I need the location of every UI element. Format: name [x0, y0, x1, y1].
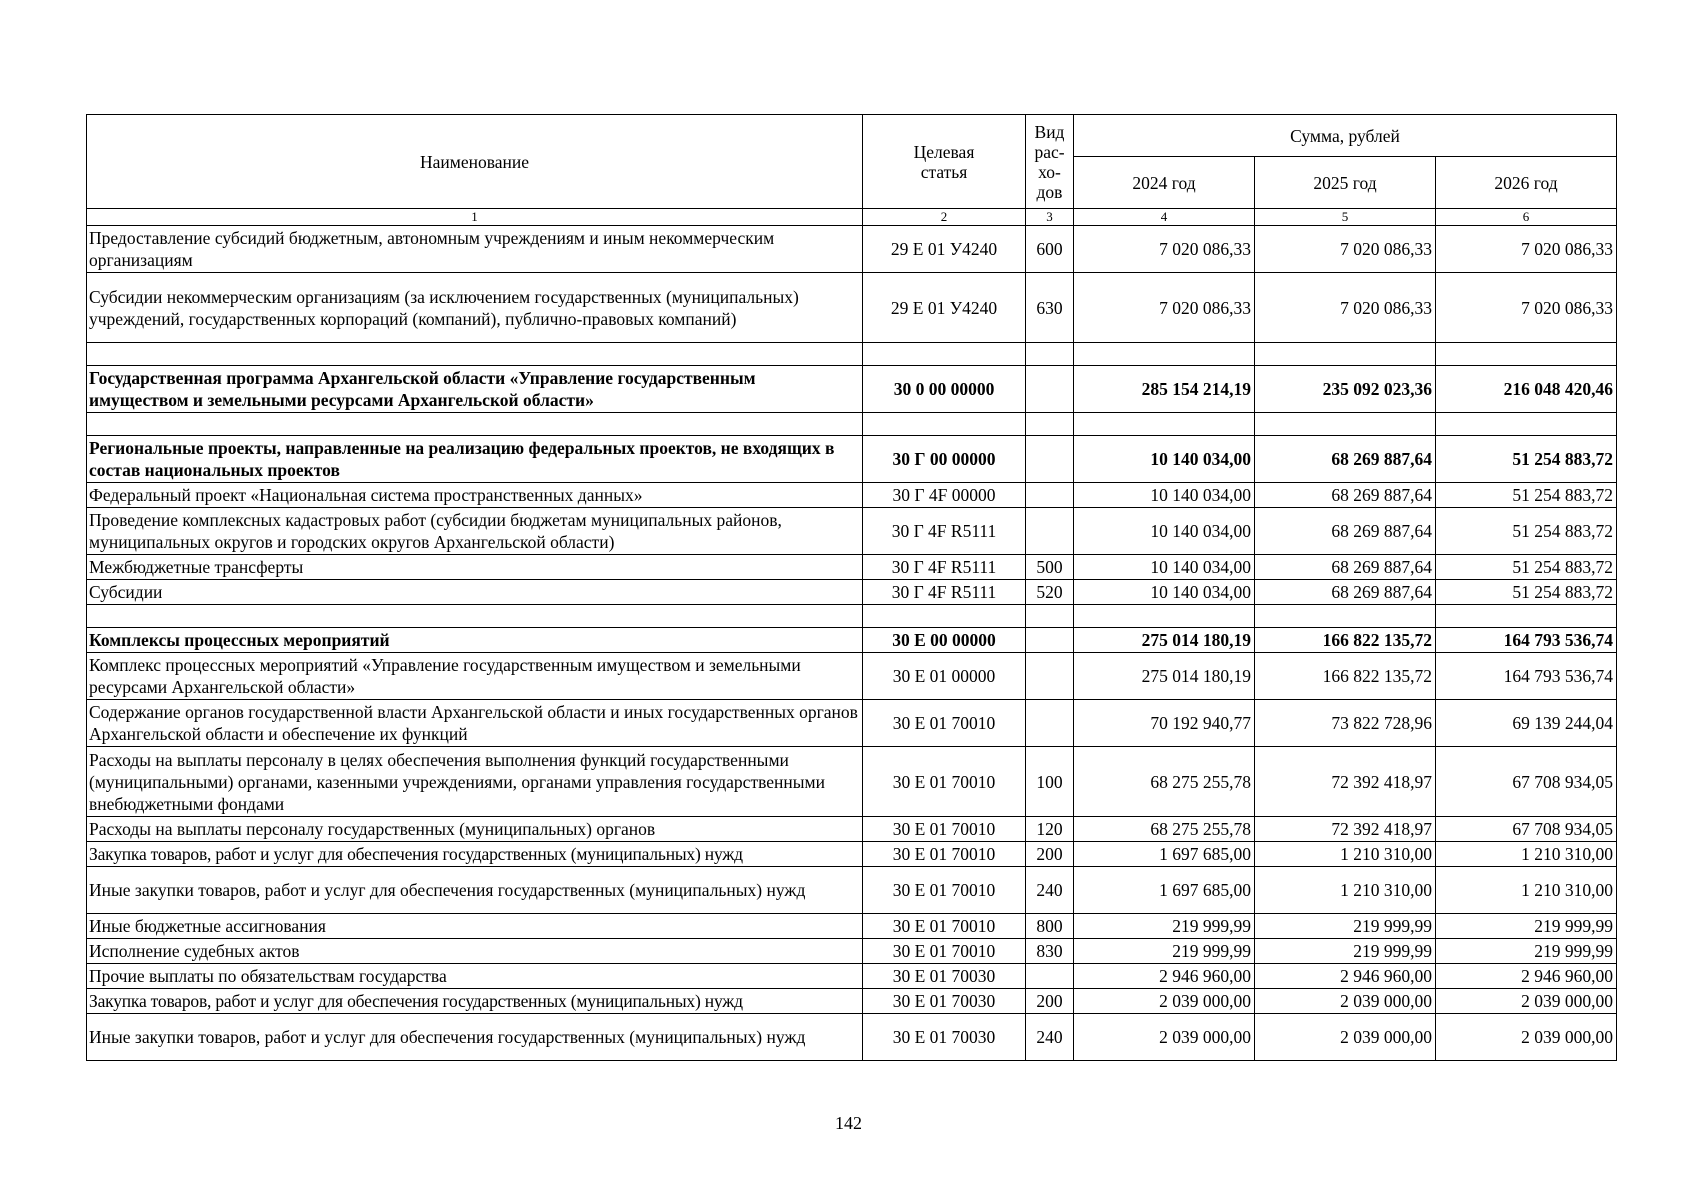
column-number: 5	[1255, 209, 1436, 226]
row-sum-2025: 73 822 728,96	[1255, 700, 1436, 747]
spacer-row	[87, 413, 1617, 436]
row-sum-2025: 1 210 310,00	[1255, 842, 1436, 867]
page-number: 142	[835, 1113, 862, 1133]
row-kind	[1026, 653, 1074, 700]
row-sum-2025: 68 269 887,64	[1255, 555, 1436, 580]
row-sum-2024: 219 999,99	[1074, 914, 1255, 939]
row-kind: 600	[1026, 226, 1074, 273]
column-number-row	[87, 209, 1617, 226]
table-row	[87, 700, 1617, 747]
row-sum-2024: 10 140 034,00	[1074, 483, 1255, 508]
column-number: 6	[1436, 209, 1617, 226]
row-sum-2024: 2 039 000,00	[1074, 989, 1255, 1014]
table-row	[87, 226, 1617, 273]
row-code: 30 Г 00 00000	[863, 436, 1026, 483]
row-name: Субсидии некоммерческим организациям (за исключением государственных (муниципальных) учреждений, государственных корпораций (компаний), публично-правовых компаний)	[87, 273, 863, 343]
table-row	[87, 817, 1617, 842]
table-row	[87, 555, 1617, 580]
row-code: 30 Г 4F R5111	[863, 580, 1026, 605]
spacer-row	[87, 605, 1617, 628]
row-code: 30 Е 01 70010	[863, 817, 1026, 842]
row-name: Расходы на выплаты персоналу государственных (муниципальных) органов	[87, 817, 863, 842]
row-sum-2026: 67 708 934,05	[1436, 747, 1617, 817]
row-name: Региональные проекты, направленные на реализацию федеральных проектов, не входящих в состав национальных проектов	[87, 436, 863, 483]
spacer-row	[87, 343, 1617, 366]
row-sum-2026: 7 020 086,33	[1436, 273, 1617, 343]
row-kind	[1026, 508, 1074, 555]
row-kind: 240	[1026, 1014, 1074, 1061]
table-row	[87, 580, 1617, 605]
column-number: 4	[1074, 209, 1255, 226]
row-sum-2025: 166 822 135,72	[1255, 653, 1436, 700]
row-name: Иные бюджетные ассигнования	[87, 914, 863, 939]
row-code: 30 Е 01 70030	[863, 989, 1026, 1014]
row-sum-2026: 51 254 883,72	[1436, 436, 1617, 483]
header-target: Целевая статья	[863, 115, 1026, 209]
row-name: Предоставление субсидий бюджетным, автономным учреждениям и иным некоммерческим организациям	[87, 226, 863, 273]
column-number: 3	[1026, 209, 1074, 226]
row-kind: 100	[1026, 747, 1074, 817]
row-sum-2024: 10 140 034,00	[1074, 436, 1255, 483]
row-sum-2024: 70 192 940,77	[1074, 700, 1255, 747]
row-kind: 200	[1026, 842, 1074, 867]
row-name: Комплексы процессных мероприятий	[87, 628, 863, 653]
row-sum-2025: 68 269 887,64	[1255, 508, 1436, 555]
row-kind	[1026, 964, 1074, 989]
row-code: 29 Е 01 У4240	[863, 226, 1026, 273]
header-kind: Вид рас-хо-дов	[1026, 115, 1074, 209]
row-sum-2025: 219 999,99	[1255, 914, 1436, 939]
table-body	[87, 226, 1617, 1061]
row-sum-2026: 164 793 536,74	[1436, 628, 1617, 653]
row-kind: 500	[1026, 555, 1074, 580]
row-sum-2025: 235 092 023,36	[1255, 366, 1436, 413]
row-sum-2024: 1 697 685,00	[1074, 867, 1255, 914]
row-sum-2026: 51 254 883,72	[1436, 483, 1617, 508]
row-name: Прочие выплаты по обязательствам государства	[87, 964, 863, 989]
row-sum-2024: 68 275 255,78	[1074, 747, 1255, 817]
header-sum: Сумма, рублей	[1074, 115, 1617, 157]
row-kind: 630	[1026, 273, 1074, 343]
row-name: Комплекс процессных мероприятий «Управление государственным имуществом и земельными ресурсами Архангельской области»	[87, 653, 863, 700]
table-header	[87, 115, 1617, 226]
row-sum-2026: 2 946 960,00	[1436, 964, 1617, 989]
column-number: 2	[863, 209, 1026, 226]
row-sum-2026: 51 254 883,72	[1436, 580, 1617, 605]
table-row	[87, 939, 1617, 964]
row-name: Исполнение судебных актов	[87, 939, 863, 964]
table-row	[87, 867, 1617, 914]
table-row	[87, 842, 1617, 867]
row-sum-2024: 7 020 086,33	[1074, 226, 1255, 273]
row-name: Проведение комплексных кадастровых работ (субсидии бюджетам муниципальных районов, муниципальных округов и городских округов Архангельской области)	[87, 508, 863, 555]
row-sum-2026: 51 254 883,72	[1436, 555, 1617, 580]
row-code: 29 Е 01 У4240	[863, 273, 1026, 343]
row-sum-2026: 2 039 000,00	[1436, 1014, 1617, 1061]
row-sum-2024: 10 140 034,00	[1074, 555, 1255, 580]
row-kind: 800	[1026, 914, 1074, 939]
row-sum-2025: 7 020 086,33	[1255, 273, 1436, 343]
row-name: Иные закупки товаров, работ и услуг для обеспечения государственных (муниципальных) нужд	[87, 1014, 863, 1061]
row-kind	[1026, 436, 1074, 483]
row-sum-2024: 10 140 034,00	[1074, 580, 1255, 605]
row-sum-2026: 219 999,99	[1436, 914, 1617, 939]
row-sum-2025: 68 269 887,64	[1255, 580, 1436, 605]
row-code: 30 Г 4F 00000	[863, 483, 1026, 508]
row-sum-2024: 285 154 214,19	[1074, 366, 1255, 413]
row-sum-2024: 2 039 000,00	[1074, 1014, 1255, 1061]
row-name: Расходы на выплаты персоналу в целях обеспечения выполнения функций государственными (муниципальными) органами, казенными учреждениями, органами управления государственными внебюджетными фондами	[87, 747, 863, 817]
row-sum-2025: 2 039 000,00	[1255, 1014, 1436, 1061]
row-sum-2025: 68 269 887,64	[1255, 483, 1436, 508]
row-name: Государственная программа Архангельской области «Управление государственным имуществом и земельными ресурсами Архангельской области»	[87, 366, 863, 413]
table-row	[87, 964, 1617, 989]
row-kind	[1026, 700, 1074, 747]
row-code: 30 Е 01 70010	[863, 700, 1026, 747]
table-row	[87, 747, 1617, 817]
table-row	[87, 436, 1617, 483]
header-name: Наименование	[87, 115, 863, 209]
row-sum-2025: 72 392 418,97	[1255, 817, 1436, 842]
row-sum-2026: 69 139 244,04	[1436, 700, 1617, 747]
row-code: 30 Е 01 00000	[863, 653, 1026, 700]
row-name: Содержание органов государственной власти Архангельской области и иных государственных органов Архангельской области и обеспечение их функций	[87, 700, 863, 747]
row-sum-2025: 1 210 310,00	[1255, 867, 1436, 914]
row-code: 30 Е 01 70010	[863, 842, 1026, 867]
row-sum-2024: 68 275 255,78	[1074, 817, 1255, 842]
row-kind	[1026, 366, 1074, 413]
table-row	[87, 628, 1617, 653]
row-sum-2026: 7 020 086,33	[1436, 226, 1617, 273]
row-name: Закупка товаров, работ и услуг для обеспечения государственных (муниципальных) нужд	[87, 989, 863, 1014]
row-kind	[1026, 628, 1074, 653]
row-code: 30 Г 4F R5111	[863, 555, 1026, 580]
row-sum-2025: 68 269 887,64	[1255, 436, 1436, 483]
table-row	[87, 989, 1617, 1014]
row-sum-2025: 7 020 086,33	[1255, 226, 1436, 273]
row-code: 30 Е 01 70010	[863, 867, 1026, 914]
table-row	[87, 1014, 1617, 1061]
row-code: 30 0 00 00000	[863, 366, 1026, 413]
row-sum-2025: 72 392 418,97	[1255, 747, 1436, 817]
table-row	[87, 366, 1617, 413]
row-kind: 520	[1026, 580, 1074, 605]
row-kind: 200	[1026, 989, 1074, 1014]
table-row	[87, 483, 1617, 508]
table-row	[87, 653, 1617, 700]
table-row	[87, 914, 1617, 939]
row-sum-2024: 2 946 960,00	[1074, 964, 1255, 989]
table-row	[87, 273, 1617, 343]
row-sum-2024: 219 999,99	[1074, 939, 1255, 964]
row-sum-2026: 51 254 883,72	[1436, 508, 1617, 555]
row-sum-2024: 10 140 034,00	[1074, 508, 1255, 555]
row-name: Закупка товаров, работ и услуг для обеспечения государственных (муниципальных) нужд	[87, 842, 863, 867]
header-year-2024: 2024 год	[1074, 157, 1255, 209]
row-name: Федеральный проект «Национальная система пространственных данных»	[87, 483, 863, 508]
row-code: 30 Е 01 70030	[863, 1014, 1026, 1061]
row-name: Субсидии	[87, 580, 863, 605]
row-sum-2026: 2 039 000,00	[1436, 989, 1617, 1014]
table-row	[87, 508, 1617, 555]
row-kind: 830	[1026, 939, 1074, 964]
budget-table	[86, 114, 1617, 1061]
row-sum-2026: 219 999,99	[1436, 939, 1617, 964]
row-name: Иные закупки товаров, работ и услуг для обеспечения государственных (муниципальных) нужд	[87, 867, 863, 914]
row-code: 30 Е 01 70010	[863, 747, 1026, 817]
row-code: 30 Е 00 00000	[863, 628, 1026, 653]
row-kind	[1026, 483, 1074, 508]
row-sum-2026: 216 048 420,46	[1436, 366, 1617, 413]
row-name: Межбюджетные трансферты	[87, 555, 863, 580]
header-year-2025: 2025 год	[1255, 157, 1436, 209]
row-kind: 120	[1026, 817, 1074, 842]
row-sum-2026: 67 708 934,05	[1436, 817, 1617, 842]
row-sum-2026: 164 793 536,74	[1436, 653, 1617, 700]
row-sum-2024: 275 014 180,19	[1074, 653, 1255, 700]
row-code: 30 Е 01 70030	[863, 964, 1026, 989]
header-year-2026: 2026 год	[1436, 157, 1617, 209]
row-sum-2024: 7 020 086,33	[1074, 273, 1255, 343]
row-sum-2025: 2 946 960,00	[1255, 964, 1436, 989]
row-code: 30 Е 01 70010	[863, 914, 1026, 939]
row-sum-2025: 219 999,99	[1255, 939, 1436, 964]
row-kind: 240	[1026, 867, 1074, 914]
row-sum-2024: 1 697 685,00	[1074, 842, 1255, 867]
column-number: 1	[87, 209, 863, 226]
row-sum-2025: 2 039 000,00	[1255, 989, 1436, 1014]
row-sum-2025: 166 822 135,72	[1255, 628, 1436, 653]
row-code: 30 Г 4F R5111	[863, 508, 1026, 555]
row-sum-2024: 275 014 180,19	[1074, 628, 1255, 653]
row-sum-2026: 1 210 310,00	[1436, 842, 1617, 867]
row-sum-2026: 1 210 310,00	[1436, 867, 1617, 914]
row-code: 30 Е 01 70010	[863, 939, 1026, 964]
